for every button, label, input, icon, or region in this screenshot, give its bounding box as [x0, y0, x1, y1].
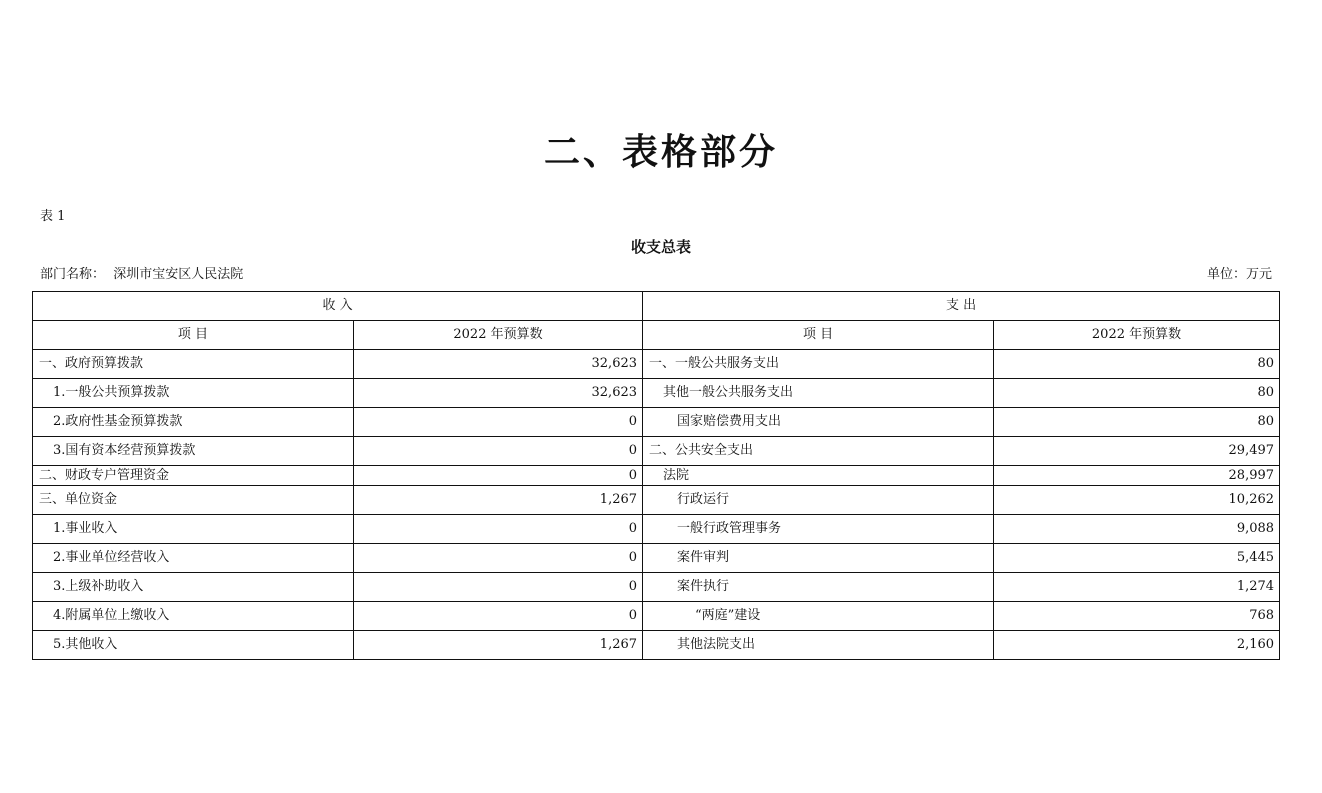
income-value: 0: [354, 515, 643, 544]
expense-item: 其他法院支出: [643, 631, 994, 660]
table-title: 收支总表: [630, 238, 691, 256]
table-row: [33, 544, 1280, 573]
expense-value: 80: [994, 379, 1280, 408]
income-item: 4.附属单位上缴收入: [33, 602, 354, 631]
expense-value: 768: [994, 602, 1280, 631]
income-item: 3.国有资本经营预算拨款: [33, 437, 354, 466]
table-header-row: [33, 292, 1280, 321]
expense-value: 5,445: [994, 544, 1280, 573]
table-row: [33, 379, 1280, 408]
income-value: 0: [354, 437, 643, 466]
unit-label: 单位：万元: [1206, 267, 1272, 282]
income-value: 32,623: [354, 379, 643, 408]
income-item: 1.一般公共预算拨款: [33, 379, 354, 408]
income-budget-header: 2022 年预算数: [354, 321, 643, 350]
page-title: 二、表格部分: [543, 132, 778, 173]
expense-value: 29,497: [994, 437, 1280, 466]
income-value: 32,623: [354, 350, 643, 379]
expense-budget-header: 2022 年预算数: [994, 321, 1280, 350]
expense-value: 80: [994, 350, 1280, 379]
income-value: 1,267: [354, 631, 643, 660]
expense-value: 80: [994, 408, 1280, 437]
income-header: 收 入: [33, 292, 643, 321]
budget-summary-table: [32, 291, 1280, 660]
department-name: 部门名称： 深圳市宝安区人民法院: [40, 267, 244, 282]
income-value: 0: [354, 544, 643, 573]
income-value: 0: [354, 573, 643, 602]
income-item: 2.政府性基金预算拨款: [33, 408, 354, 437]
table-row: [33, 486, 1280, 515]
expense-item: 案件审判: [643, 544, 994, 573]
table-row: [33, 573, 1280, 602]
table-row: [33, 515, 1280, 544]
income-item: 1.事业收入: [33, 515, 354, 544]
expense-item: “两庭”建设: [643, 602, 994, 631]
income-value: 1,267: [354, 486, 643, 515]
expense-item: 一、一般公共服务支出: [643, 350, 994, 379]
income-item: 2.事业单位经营收入: [33, 544, 354, 573]
income-item: 二、财政专户管理资金: [33, 466, 354, 486]
table-row: [33, 466, 1280, 486]
income-item: 3.上级补助收入: [33, 573, 354, 602]
expense-item-header: 项 目: [643, 321, 994, 350]
expense-item: 二、公共安全支出: [643, 437, 994, 466]
expense-value: 28,997: [994, 466, 1280, 486]
income-item: 一、政府预算拨款: [33, 350, 354, 379]
income-item-header: 项 目: [33, 321, 354, 350]
expense-value: 10,262: [994, 486, 1280, 515]
expense-item: 行政运行: [643, 486, 994, 515]
expense-value: 9,088: [994, 515, 1280, 544]
table-subheader-row: [33, 321, 1280, 350]
income-value: 0: [354, 408, 643, 437]
expense-value: 1,274: [994, 573, 1280, 602]
expense-item: 其他一般公共服务支出: [643, 379, 994, 408]
expense-header: 支 出: [643, 292, 1280, 321]
income-value: 0: [354, 602, 643, 631]
income-item: 三、单位资金: [33, 486, 354, 515]
table-number: 表 1: [40, 209, 66, 224]
table-row: [33, 408, 1280, 437]
income-item: 5.其他收入: [33, 631, 354, 660]
table-row: [33, 350, 1280, 379]
table-row: [33, 631, 1280, 660]
income-value: 0: [354, 466, 643, 486]
expense-value: 2,160: [994, 631, 1280, 660]
expense-item: 一般行政管理事务: [643, 515, 994, 544]
expense-item: 案件执行: [643, 573, 994, 602]
table-row: [33, 602, 1280, 631]
expense-item: 国家赔偿费用支出: [643, 408, 994, 437]
table-row: [33, 437, 1280, 466]
expense-item: 法院: [643, 466, 994, 486]
